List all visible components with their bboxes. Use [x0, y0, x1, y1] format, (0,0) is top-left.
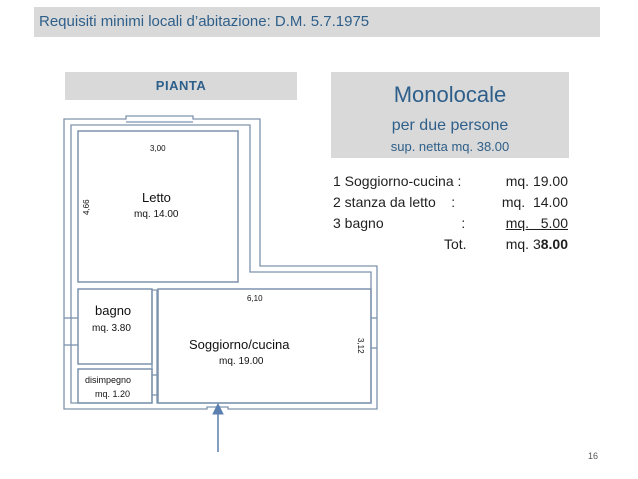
- summary-row-value: mq. 14.00: [501, 194, 568, 210]
- summary-total-label: Tot.: [444, 236, 467, 252]
- letto-height-dimension: 4,66: [82, 199, 91, 215]
- bagno-label: bagno: [95, 303, 132, 318]
- info-title: Monolocale: [393, 82, 507, 107]
- disimpegno-label: disimpegno: [85, 375, 132, 385]
- summary-row-label: 3 bagno :: [333, 215, 466, 231]
- letto-room: [78, 131, 238, 282]
- summary-row-value: mq. 5.00: [505, 215, 568, 231]
- soggiorno-height-dimension: 3,12: [356, 338, 365, 354]
- summary-total-bold: 8.00: [540, 236, 568, 252]
- letto-label: Letto: [142, 190, 171, 205]
- soggiorno-area: mq. 19.00: [219, 356, 264, 367]
- soggiorno-label: Soggiorno/cucina: [189, 337, 290, 352]
- pianta-label: PIANTA: [65, 72, 297, 100]
- summary-row-label: 1 Soggiorno-cucina :: [333, 173, 462, 189]
- summary-total-prefix: mq. 3: [505, 236, 541, 252]
- bagno-area: mq. 3.80: [92, 323, 131, 334]
- letto-area: mq. 14.00: [134, 209, 179, 220]
- info-surface: sup. netta mq. 38.00: [390, 139, 510, 154]
- disimpegno-area: mq. 1.20: [95, 389, 131, 399]
- letto-width-dimension: 3,00: [150, 144, 166, 153]
- page-number: 16: [588, 451, 599, 461]
- entrance-arrow-icon: [213, 404, 223, 452]
- summary-row-label: 2 stanza da letto :: [333, 194, 456, 210]
- info-subtitle: per due persone: [391, 117, 509, 134]
- soggiorno-width-dimension: 6,10: [247, 294, 263, 303]
- slide-title: Requisiti minimi locali d’abitazione: D.M. 5.7.1975: [39, 13, 370, 30]
- summary-row-value: mq. 19.00: [505, 173, 568, 189]
